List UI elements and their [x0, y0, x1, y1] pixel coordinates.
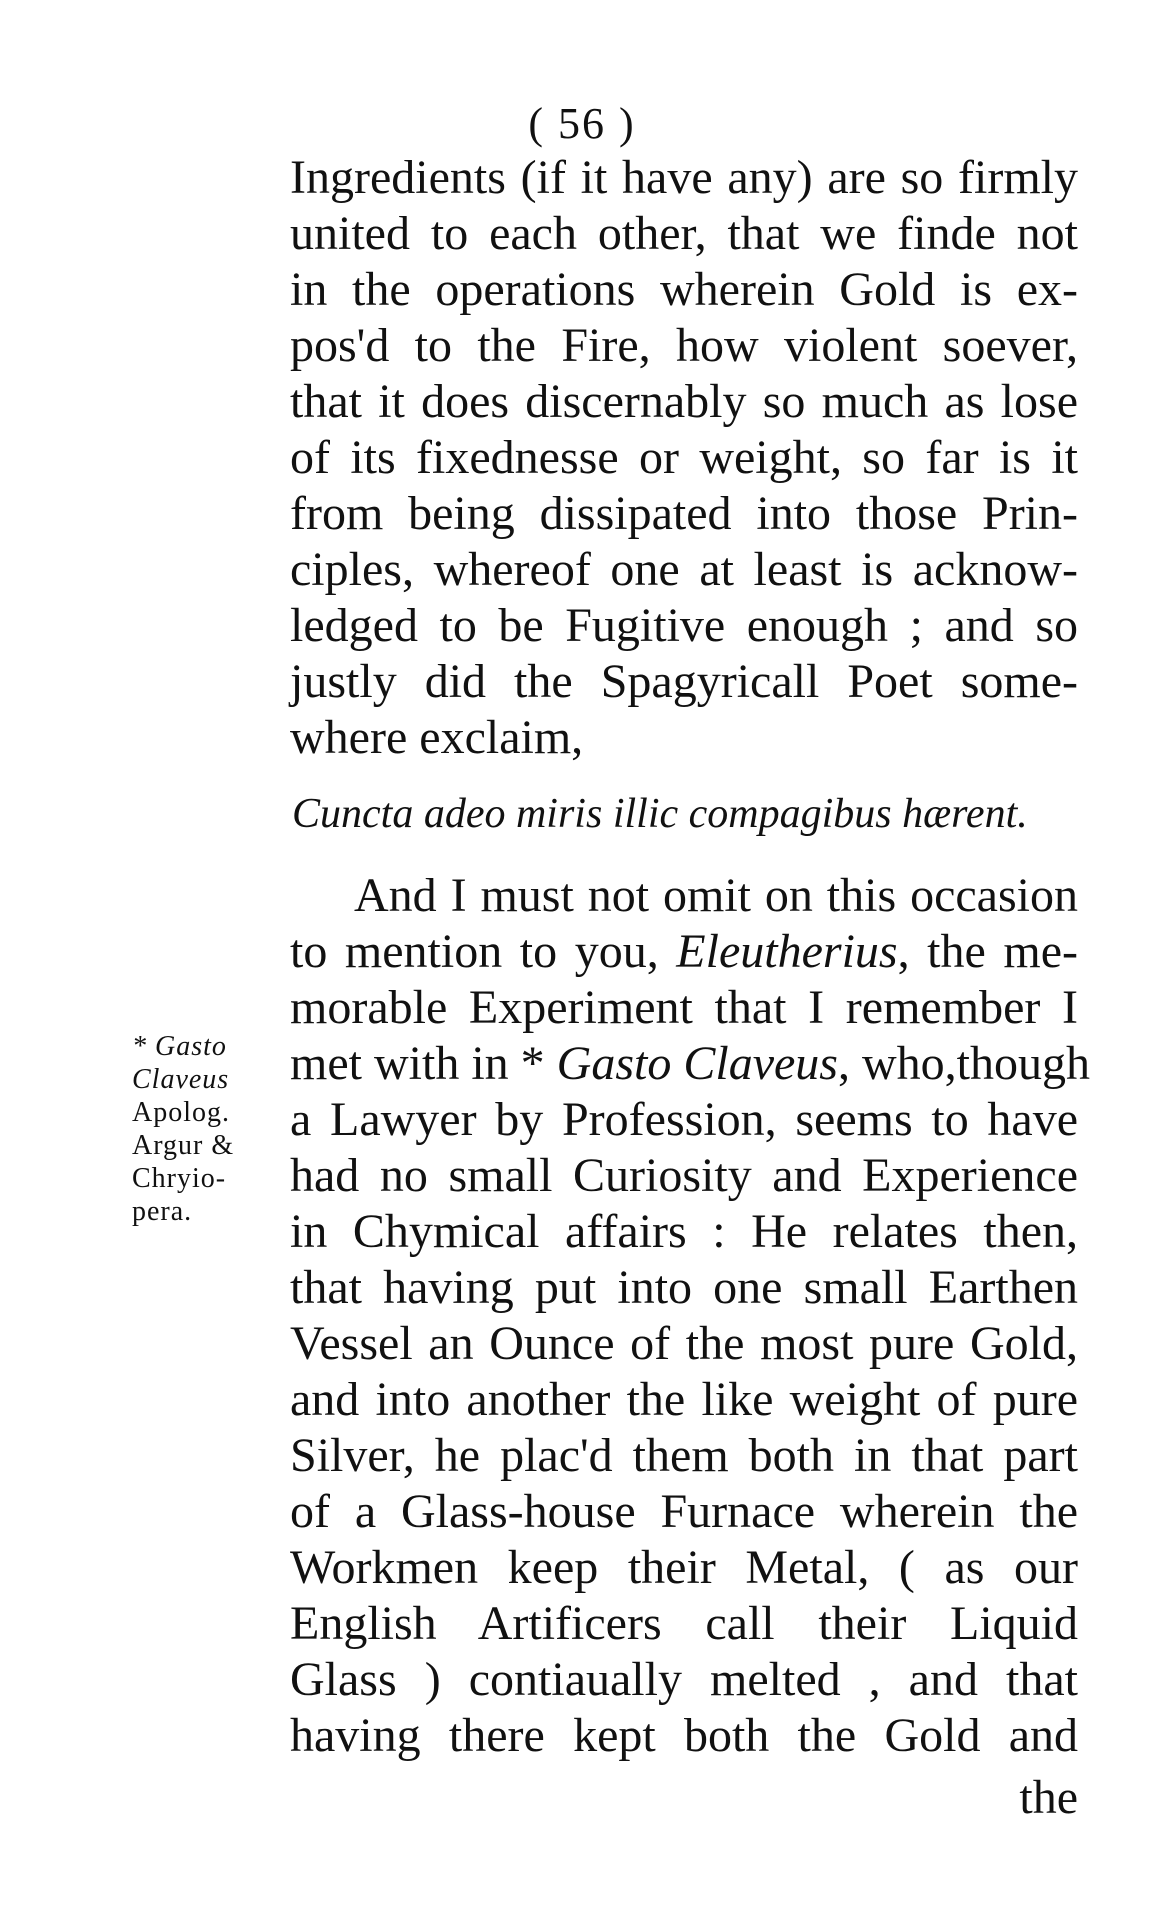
text-line: having there kept both the Gold and [290, 1709, 1078, 1762]
latin-quotation: Cuncta adeo miris illic compagibus hærent. [292, 791, 1028, 837]
marginal-note-line: Claveus [132, 1064, 230, 1095]
marginal-note-line: Argur & [132, 1130, 235, 1161]
text-line: Vessel an Ounce of the most pure Gold, [290, 1317, 1078, 1370]
text-line: in the operations wherein Gold is ex- [290, 263, 1078, 316]
marginal-note-line: pera. [132, 1196, 193, 1227]
text-line: And I must not omit on this occasion [354, 869, 1078, 922]
text-segment: to mention to you, [290, 925, 677, 978]
text-line [290, 924, 1078, 980]
text-line: united to each other, that we finde not [290, 207, 1078, 260]
text-line: Silver, he plac'd them both in that part [290, 1429, 1078, 1482]
text-segment: , who,though [837, 1037, 1090, 1090]
text-line: had no small Curiosity and Experience [290, 1149, 1078, 1202]
italic-name: Gasto Claveus [556, 1037, 838, 1090]
text-line: that it does discernably so much as lose [290, 375, 1078, 428]
text-line: where exclaim, [290, 711, 584, 764]
text-line: of its fixednesse or weight, so far is it [290, 431, 1078, 484]
text-line: Glass ) contiaually melted , and that [290, 1653, 1078, 1706]
page-number: ( 56 ) [528, 99, 636, 148]
text-line: of a Glass-house Furnace wherein the [290, 1485, 1078, 1538]
text-line: and into another the like weight of pure [290, 1373, 1078, 1426]
text-segment: , the me- [897, 925, 1079, 978]
text-line: English Artificers call their Liquid [290, 1597, 1078, 1650]
text-line: ledged to be Fugitive enough ; and so [290, 599, 1078, 652]
text-line: that having put into one small Earthen [290, 1261, 1078, 1314]
text-line: morable Experiment that I remember I [290, 981, 1078, 1034]
text-line: in Chymical affairs : He relates then, [290, 1205, 1078, 1258]
text-line: ciples, whereof one at least is acknow- [290, 543, 1078, 596]
text-line: a Lawyer by Profession, seems to have [290, 1093, 1078, 1146]
text-line: from being dissipated into those Prin- [290, 487, 1078, 540]
marginal-note-line: * Gasto [132, 1031, 227, 1062]
marginal-note-line: Chryio- [132, 1163, 227, 1194]
text-line [290, 1036, 1090, 1092]
text-segment: met with in * [290, 1037, 557, 1090]
catchword: the [1019, 1771, 1078, 1824]
text-line: justly did the Spagyricall Poet some- [290, 655, 1078, 708]
text-line: pos'd to the Fire, how violent soever, [290, 319, 1078, 372]
italic-name: Eleutherius [676, 925, 898, 978]
text-line: Ingredients (if it have any) are so firmly [290, 151, 1078, 204]
marginal-note [132, 1030, 234, 1228]
text-line: Workmen keep their Metal, ( as our [290, 1541, 1078, 1594]
marginal-note-line: Apolog. [132, 1097, 230, 1128]
